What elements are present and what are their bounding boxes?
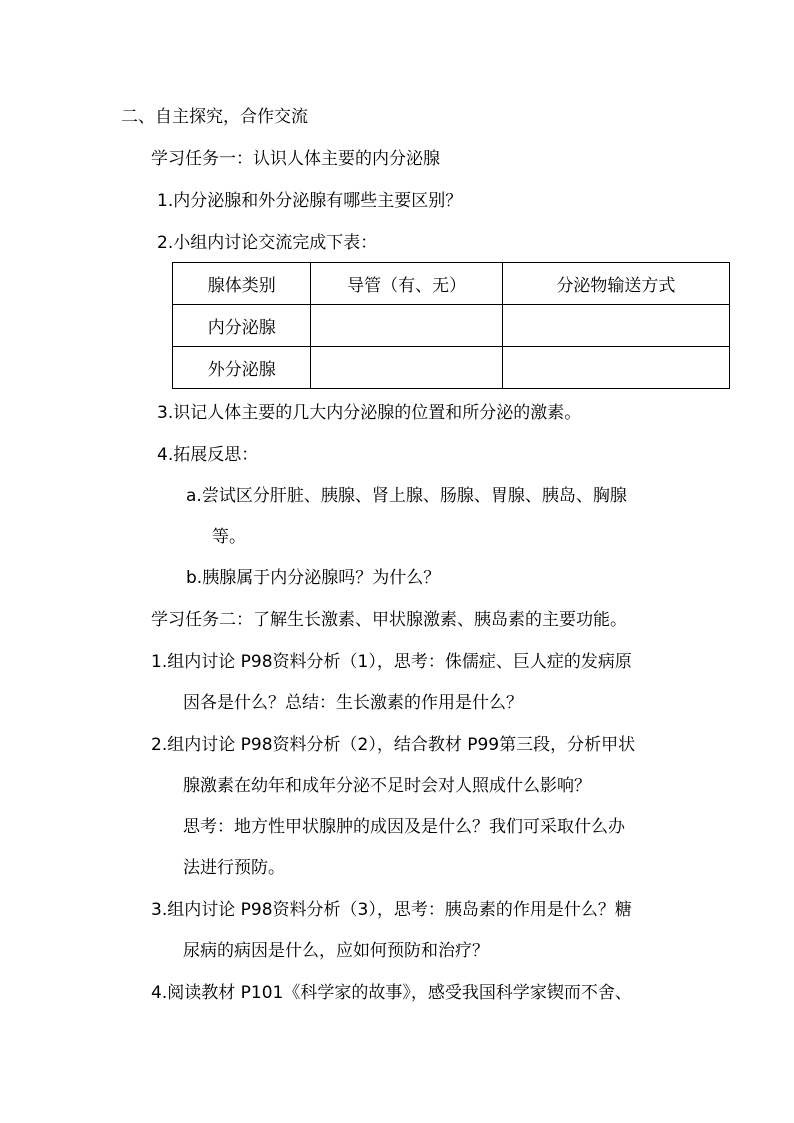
task1-question-4a-continued: 等。: [212, 527, 246, 547]
task1-question-2: 2.小组内讨论交流完成下表：: [157, 233, 378, 253]
task2-question-2-think: 思考：地方性甲状腺肿的成因及是什么？我们可采取什么办: [183, 817, 625, 837]
task2-question-2-think-continued: 法进行预防。: [183, 858, 285, 878]
table-cell: [502, 347, 729, 389]
task2-question-1: 1.组内讨论 P98资料分析（1），思考：侏儒症、巨人症的发病原: [151, 652, 632, 672]
section-heading: 二、自主探究，合作交流: [121, 107, 308, 127]
task2-question-3-continued: 尿病的病因是什么，应如何预防和治疗？: [183, 941, 489, 961]
table-header-cell: 导管（有、无）: [311, 263, 502, 305]
task1-question-4: 4.拓展反思：: [157, 445, 259, 465]
task1-question-1: 1.内分泌腺和外分泌腺有哪些主要区别？: [157, 191, 463, 211]
table-cell: [502, 305, 729, 347]
task2-question-2: 2.组内讨论 P98资料分析（2），结合教材 P99第三段，分析甲状: [151, 735, 636, 755]
table-cell: 外分泌腺: [173, 347, 311, 389]
task1-question-3: 3.识记人体主要的几大内分泌腺的位置和所分泌的激素。: [157, 403, 582, 423]
table-cell: 内分泌腺: [173, 305, 311, 347]
task2-question-4: 4.阅读教材 P101《科学家的故事》，感受我国科学家锲而不舍、: [151, 983, 632, 1003]
table-cell: [311, 305, 502, 347]
task2-question-1-continued: 因各是什么？总结：生长激素的作用是什么？: [183, 693, 523, 713]
table-header-cell: 分泌物输送方式: [502, 263, 729, 305]
task2-title: 学习任务二：了解生长激素、甲状腺激素、胰岛素的主要功能。: [151, 610, 627, 630]
task2-question-2-continued: 腺激素在幼年和成年分泌不足时会对人照成什么影响？: [183, 776, 591, 796]
task2-question-3: 3.组内讨论 P98资料分析（3），思考：胰岛素的作用是什么？糖: [151, 900, 632, 920]
task1-question-4b: b.胰腺属于内分泌腺吗？为什么？: [186, 568, 441, 588]
table-header-cell: 腺体类别: [173, 263, 311, 305]
gland-comparison-table: [172, 262, 730, 389]
table-row: [173, 305, 730, 347]
task1-title: 学习任务一：认识人体主要的内分泌腺: [151, 149, 440, 169]
table-cell: [311, 347, 502, 389]
table-header-row: [173, 263, 730, 305]
table-row: [173, 347, 730, 389]
task1-question-4a: a.尝试区分肝脏、胰腺、肾上腺、肠腺、胃腺、胰岛、胸腺: [186, 486, 627, 506]
